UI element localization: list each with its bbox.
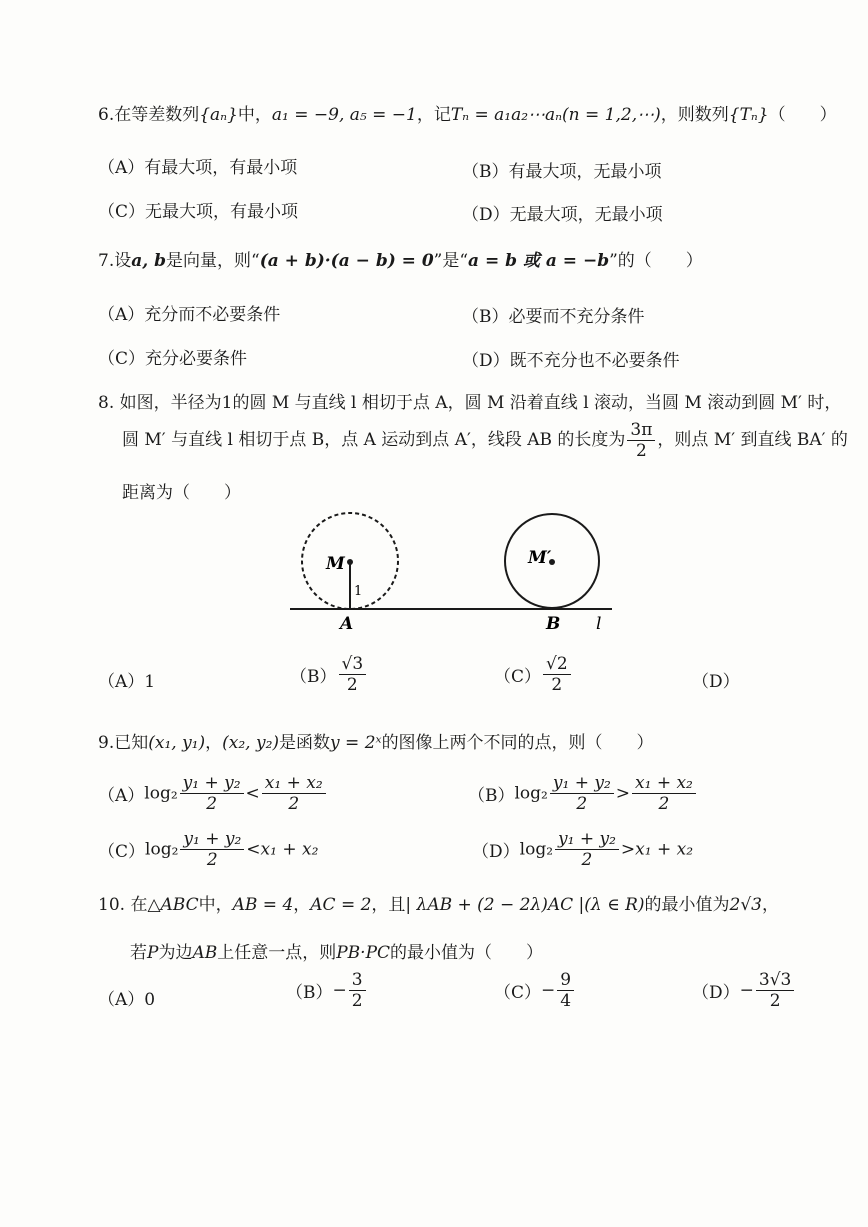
q9-point-1: (x₁, y₁) [148,733,206,753]
q6-option-a[interactable]: （A）有最大项，有最小项 [98,158,298,178]
q6-option-b[interactable]: （B）有最大项，无最小项 [462,162,662,182]
q6-text-mid3: ，则数列 [660,105,729,125]
q8-line2-post: ，则点 M′ 到直线 BA′ 的 [657,430,848,450]
q8-option-b-num: √3 [339,654,367,675]
center-m [347,559,353,565]
q8-option-b-den: 2 [346,675,358,695]
q10-dot-product: PB·PC [336,943,391,963]
q7-option-c[interactable]: （C）充分必要条件 [98,349,248,369]
q10-option-c[interactable]: （C）− $\frac{9}{4}$ [494,970,576,1011]
q6-option-d[interactable]: （D）无最大项，无最小项 [462,205,663,225]
q9-option-b[interactable]: （B）log₂ $\frac{\text{y₁ + y₂}}{2}$ > $\frac{\text{x₁ + x₂}}{2}$ [468,773,698,814]
q9-option-a-label: （A） [98,786,145,806]
label-a: A [340,614,354,634]
q10-option-b[interactable]: （B）− $\frac{3}{2}$ [286,970,368,1011]
q7-number: 7. [98,251,115,271]
q9-option-d-frac-y: $\frac{\text{y₁ + y₂}}{2}$ [555,829,619,870]
question-6-stem [98,100,837,125]
q8-length-num: 3π [627,420,655,441]
q7-option-d[interactable]: （D）既不充分也不必要条件 [462,351,680,371]
label-m-prime: M′ [528,548,552,568]
q8-option-d[interactable] [692,667,740,692]
q6-option-c[interactable]: （C）无最大项，有最小项 [98,202,299,222]
q9-text-post: 的图像上两个不同的点，则（ ） [381,733,654,753]
q7-text-mid2: ”是“ [433,251,469,271]
q10-option-b-fraction: $\frac{3}{2}$ [349,970,366,1011]
q6-seq-a: {aₙ} [199,105,238,125]
q10-option-d-fraction: $\frac{3√3}{2}$ [756,970,794,1011]
q9-text-mid: 是函数 [279,733,331,753]
q8-option-b[interactable] [290,654,368,695]
q7-text-post: ”的（ ） [609,251,703,271]
q6-seq-t: {Tₙ} [728,105,769,125]
q6-text-pre: 在等差数列 [114,105,200,125]
q9-point-2: (x₂, y₂) [222,733,280,753]
q7-condition-2: a = b 或 a = −b [468,251,610,271]
q8-length-fraction [627,420,655,461]
q7-vectors: a, b [131,251,166,271]
q8-option-a-value: 1 [144,672,156,692]
question-8-line-3: 距离为（ ） [122,483,241,503]
q10-triangle: △ABC [147,895,199,915]
label-m: M [326,554,345,574]
q9-option-b-frac-x: $\frac{\text{x₁ + x₂}}{2}$ [632,773,696,814]
label-b: B [546,614,561,634]
q9-option-d-label: （D） [472,842,520,862]
q8-option-b-label: （B） [290,667,337,687]
q10-ac: AC = 2 [310,895,372,915]
q10-ab: AB = 4 [232,895,294,915]
q9-option-a[interactable]: （A）log₂ $\frac{\text{y₁ + y₂}}{2}$ < $\frac{\text{x₁ + x₂}}{2}$ [98,773,328,814]
q8-option-b-fraction [339,654,367,695]
q6-number: 6. [98,105,115,125]
q9-option-d[interactable]: （D）log₂ $\frac{\text{y₁ + y₂}}{2}$ >x₁ + x₂ [472,829,694,870]
q8-figure [0,505,868,635]
q8-option-c-label: （C） [494,667,542,687]
q9-function: y = 2ˣ [330,733,382,753]
question-10-line-1: 10. 在△ABC中，AB = 4，AC = 2，且| λAB + (2 − 2λ)AC |(λ ∈ R)的最小值为2√3， [98,895,779,915]
q6-text-mid1: 中， [237,105,272,125]
question-8-line-1: 8. 如图，半径为1的圆 M 与直线 l 相切于点 A，圆 M 沿着直线 l 滚动，当圆 M 滚动到圆 M′ 时， [98,393,842,413]
question-9-stem [98,728,654,753]
label-l: l [596,614,602,634]
q8-line2-pre: 圆 M′ 与直线 l 相切于点 B，点 A 运动到点 A′，线段 AB 的长度为 [122,430,626,450]
question-7-stem [98,246,703,271]
q9-number: 9. [98,733,115,753]
q9-option-b-label: （B） [468,786,515,806]
q9-option-b-frac-y: $\frac{\text{y₁ + y₂}}{2}$ [550,773,614,814]
q9-option-a-frac-x: $\frac{\text{x₁ + x₂}}{2}$ [262,773,326,814]
q9-sep: ， [205,733,223,753]
q10-point-p: P [147,943,159,963]
q7-condition-1: (a + b)·(a − b) = 0 [259,251,434,271]
q9-option-a-log: log₂ [144,783,178,804]
q6-text-mid2: ，记 [416,105,451,125]
q10-option-a[interactable]: （A）0 [98,990,156,1010]
q10-min-value: 2√3 [729,895,762,915]
q8-length-den: 2 [636,441,647,461]
q9-option-c[interactable]: （C）log₂ $\frac{\text{y₁ + y₂}}{2}$ <x₁ + x₂ [98,829,319,870]
q7-option-a[interactable]: （A）充分而不必要条件 [98,305,281,325]
q9-option-c-frac-y: $\frac{\text{y₁ + y₂}}{2}$ [180,829,244,870]
question-8-line-2 [122,420,848,461]
q9-option-a-frac-y: $\frac{\text{y₁ + y₂}}{2}$ [180,773,244,814]
q7-text-mid1: 是向量，则“ [165,251,260,271]
q6-answer-paren: （ ） [768,105,837,125]
q9-option-c-label: （C） [98,842,146,862]
q8-option-c[interactable] [494,654,573,695]
q8-option-a[interactable] [98,667,155,692]
q8-option-d-label: （D） [692,672,740,692]
question-10-line-2: 若P为边AB上任意一点，则PB·PC的最小值为（ ） [130,943,544,963]
label-radius: 1 [354,584,363,599]
q10-edge: AB [192,943,218,963]
q10-option-c-fraction: $\frac{9}{4}$ [557,970,574,1011]
q7-option-b[interactable]: （B）必要而不充分条件 [462,307,645,327]
q6-definition: Tₙ = a₁a₂⋯aₙ(n = 1,2,⋯) [450,105,661,125]
q10-expression: | λAB + (2 − 2λ)AC |(λ ∈ R) [405,895,645,915]
q8-option-c-den: 2 [551,675,563,695]
q9-text-pre: 已知 [114,733,149,753]
q8-option-c-num: √2 [543,654,571,675]
q10-option-d[interactable]: （D）− $\frac{3√3}{2}$ [692,970,796,1011]
q8-option-c-fraction [543,654,571,695]
q8-option-a-label: （A） [98,672,145,692]
q6-given: a₁ = −9, a₅ = −1 [271,105,417,125]
q7-text-pre: 设 [114,251,132,271]
